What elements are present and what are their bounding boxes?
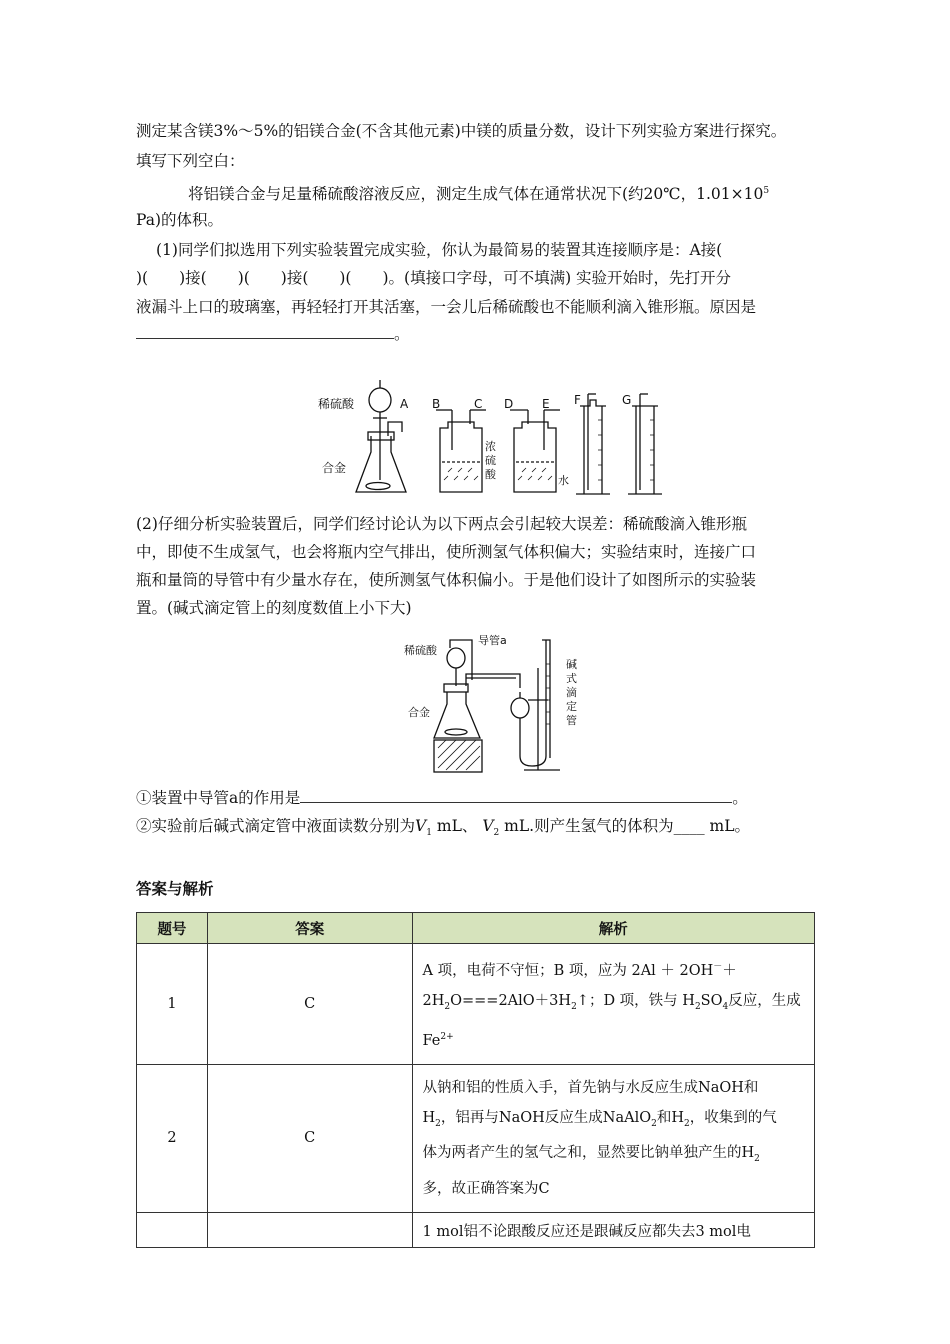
label-alloy-1: 合金: [322, 461, 347, 475]
exp-text: 和H: [656, 1109, 684, 1126]
exp-text: SO: [700, 992, 723, 1009]
table-row: [137, 1064, 815, 1213]
exp-sub: 4: [722, 1001, 729, 1012]
q1-line-2: )( )接( )( )接( )( )。(填接口字母，可不填满) 实验开始时，先打开分: [136, 269, 732, 287]
sub2-v2: V: [482, 817, 494, 835]
sub2-mid2: mL.则产生氢气的体积为: [499, 817, 674, 835]
q2-line-4: 置。(碱式滴定管上的刻度数值上小下大): [136, 599, 412, 617]
intro-line-1: 测定某含镁3%～5%的铝镁合金(不含其他元素)中镁的质量分数，设计下列实验方案进行探究。: [136, 122, 787, 140]
q1-end: 。: [394, 325, 410, 343]
exp-sub: 2: [754, 1154, 760, 1165]
sub-question-2: [136, 815, 750, 844]
label-port-d: D: [504, 397, 514, 411]
exp-text: 反应，生成: [728, 992, 801, 1009]
apparatus-figure-2: [400, 628, 600, 776]
q1-line-1: (1)同学们拟选用下列实验装置完成实验，你认为最简易的装置其连接顺序是：A接(: [156, 241, 723, 259]
sub2-mid: mL、: [431, 817, 478, 835]
exp-text: ＋: [722, 962, 737, 979]
exp-line: [423, 1103, 804, 1139]
exp-line: [423, 986, 804, 1022]
header-number: 题号: [137, 913, 208, 944]
label-port-b: B: [432, 397, 441, 411]
row-number: [137, 1213, 208, 1248]
table-row: [137, 944, 815, 1065]
label-burette-4: 定: [566, 700, 577, 713]
exp-line: 多，故正确答案为C: [422, 1181, 550, 1198]
label-port-a: A: [400, 397, 409, 411]
method-line-1: [188, 180, 769, 205]
exp-text: ，铝再与NaOH反应生成NaAlO: [440, 1109, 652, 1126]
label-tube-a: 导管a: [478, 634, 507, 647]
header-answer: 答案: [207, 913, 412, 944]
sub2-v1: V: [415, 817, 427, 835]
label-dilute-acid-2: 稀硫酸: [404, 644, 437, 657]
row-explanation: [412, 1213, 814, 1248]
exp-sub: 2: [651, 1118, 657, 1129]
intro-line-2: 填写下列空白：: [136, 152, 245, 170]
exp-text: H: [422, 1109, 436, 1126]
label-burette-2: 式: [566, 672, 577, 685]
sub2-v1-sub: 1: [426, 828, 432, 839]
row-number: 1: [137, 944, 208, 1065]
exp-sub: 2: [444, 1001, 451, 1012]
sub2-prefix: ②实验前后碱式滴定管中液面读数分别为: [136, 817, 416, 835]
label-water: 水: [558, 474, 569, 487]
apparatus-figure-1: [318, 380, 668, 500]
label-conc-3: 酸: [485, 468, 496, 481]
exp-sub: 2: [694, 1001, 701, 1012]
label-dilute-acid-1: 稀硫酸: [318, 397, 355, 411]
exp-text: 体为两者产生的氢气之和，显然要比钠单独产生的H: [422, 1145, 755, 1162]
sub2-v2-sub: 2: [493, 828, 500, 839]
exp-text: 2H: [422, 992, 445, 1009]
label-burette-5: 管: [566, 714, 577, 727]
sub1-end: 。: [732, 789, 748, 807]
exp-sub: 2: [571, 1001, 577, 1012]
label-conc-2: 硫: [485, 454, 496, 467]
label-alloy-2: 合金: [408, 706, 430, 719]
method-line-2: Pa)的体积。: [136, 211, 224, 229]
row-number: 2: [137, 1064, 208, 1213]
sub2-end: mL。: [704, 817, 751, 835]
row-answer: [207, 1213, 412, 1248]
exp-sup: 2+: [440, 1031, 454, 1042]
exp-sub: 2: [435, 1118, 441, 1129]
sub2-blank[interactable]: ____: [673, 817, 705, 835]
sub1-prefix: ①装置中导管a的作用是: [136, 789, 301, 807]
exp-sub: 2: [684, 1118, 690, 1129]
exp-sup: －: [713, 962, 723, 972]
label-burette-1: 碱: [566, 658, 577, 671]
answer-blank-tube-a[interactable]: [300, 786, 732, 803]
q2-line-3: 瓶和量筒的导管中有少量水存在，使所测氢气体积偏小。于是他们设计了如图所示的实验装: [136, 571, 757, 589]
answers-heading: 答案与解析: [136, 880, 214, 898]
table-header-row: [137, 913, 815, 944]
method-text: 将铝镁合金与足量稀硫酸溶液反应，测定生成气体在通常状况下(约20℃，1.01×10: [188, 185, 764, 204]
label-port-f: F: [574, 393, 581, 407]
answer-blank-reason[interactable]: [136, 322, 394, 339]
exp-line: [423, 952, 804, 986]
exp-line: [423, 1022, 804, 1056]
sub-question-1: [136, 786, 748, 809]
exp-line: 从钠和铝的性质入手，首先钠与水反应生成NaOH和: [422, 1079, 759, 1096]
q2-line-1: (2)仔细分析实验装置后，同学们经讨论认为以下两点会引起较大误差：稀硫酸滴入锥形瓶: [136, 515, 747, 533]
label-conc-1: 浓: [485, 440, 496, 453]
exp-line: 1 mol铝不论跟酸反应还是跟碱反应都失去3 mol电: [422, 1224, 751, 1241]
exp-text: A 项，电荷不守恒；B 项，应为 2Al ＋ 2OH: [422, 962, 714, 979]
q1-line-3: 液漏斗上口的玻璃塞，再轻轻打开其活塞，一会儿后稀硫酸也不能顺利滴入锥形瓶。原因是: [136, 298, 757, 316]
answers-table: [136, 912, 815, 1248]
exp-line: [423, 1138, 804, 1174]
row-answer: C: [207, 1064, 412, 1213]
label-port-g: G: [622, 393, 632, 407]
exp-text: O===2AlO＋3H: [450, 992, 572, 1009]
q2-line-2: 中，即使不生成氢气，也会将瓶内空气排出，使所测氢气体积偏大；实验结束时，连接广口: [136, 543, 757, 561]
row-explanation: [412, 944, 814, 1065]
exp-text: ↑；D 项，铁与 H: [576, 992, 695, 1009]
label-port-c: C: [474, 397, 483, 411]
method-exponent: 5: [763, 186, 770, 196]
header-explanation: 解析: [412, 913, 814, 944]
exp-text: Fe: [422, 1032, 441, 1049]
table-row: [137, 1213, 815, 1248]
row-answer: C: [207, 944, 412, 1065]
label-port-e: E: [542, 397, 550, 411]
row-explanation: [412, 1064, 814, 1213]
label-burette-3: 滴: [566, 686, 577, 699]
exp-text: ，收集到的气: [689, 1109, 777, 1126]
q1-line-4: [136, 322, 410, 345]
